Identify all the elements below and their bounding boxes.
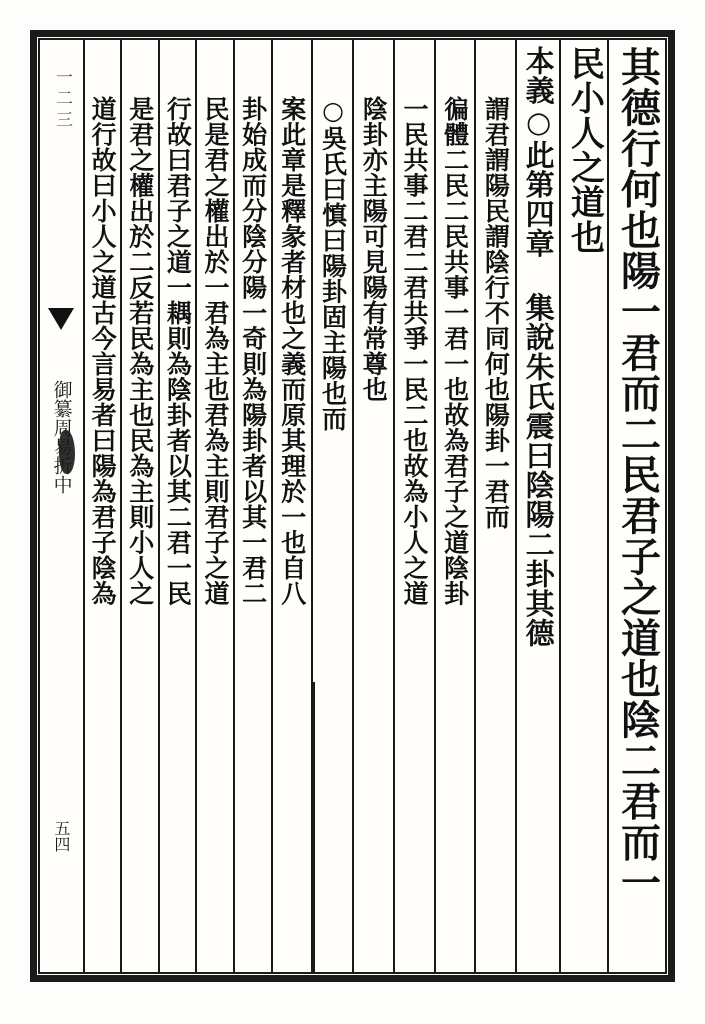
margin-top-marks: 一二三 bbox=[52, 68, 72, 132]
column-text: 陰卦亦主陽可見陽有常尊也 bbox=[359, 96, 389, 402]
column-text: 行故曰君子之道一耦則為陰卦者以其二君一民 bbox=[163, 96, 193, 606]
text-column-2 bbox=[559, 40, 607, 972]
column-text: 一民共事二君二君共爭一民二也故為小人之道 bbox=[399, 96, 429, 606]
column-text: 卦始成而分陰分陽一奇則為陽卦者以其一君二 bbox=[238, 96, 268, 606]
column-text: 是君之權出於二反若民為主也民為主則小人之 bbox=[125, 96, 155, 606]
column-text: 本義○此第四章 集說朱氏震曰陰陽二卦其德 bbox=[521, 46, 556, 648]
text-column-10 bbox=[233, 40, 271, 972]
column-text: 案此章是釋彖者材也之義而原其理於一也自八 bbox=[277, 96, 307, 606]
column-text: 其德行何也陽一君而二民君子之道也陰二君而一 bbox=[614, 46, 662, 903]
text-column-container bbox=[40, 40, 665, 972]
column-text: 謂君謂陽民謂陰行不同何也陽卦一君而 bbox=[481, 96, 511, 530]
text-column-8 bbox=[311, 40, 352, 972]
column-text: 道行故曰小人之道古今言易者曰陽為君子陰為 bbox=[88, 96, 118, 606]
margin-page-number: 五四 bbox=[51, 820, 71, 852]
text-column-14 bbox=[83, 40, 121, 972]
text-column-3 bbox=[515, 40, 559, 972]
text-column-4 bbox=[474, 40, 515, 972]
column-text: 民小人之道也 bbox=[564, 46, 605, 255]
text-column-9 bbox=[271, 40, 312, 972]
margin-center-title: 御纂周易折中 bbox=[50, 380, 73, 494]
column-text: ○吳氏曰慎曰陽卦固主陽也而 bbox=[318, 96, 348, 432]
text-column-12 bbox=[158, 40, 196, 972]
column-text: 徧體二民二民共事一君一也故為君子之道陰卦 bbox=[440, 96, 470, 606]
page-margin-column bbox=[40, 40, 83, 972]
column-text: 民是君之權出於一君為主也君為主則君子之道 bbox=[200, 96, 230, 606]
text-column-5 bbox=[434, 40, 475, 972]
text-column-13 bbox=[120, 40, 158, 972]
text-column-11 bbox=[195, 40, 233, 972]
text-column-1 bbox=[607, 40, 665, 972]
text-column-7 bbox=[352, 40, 393, 972]
text-column-6 bbox=[393, 40, 434, 972]
fishtail-mark-icon bbox=[48, 308, 74, 330]
